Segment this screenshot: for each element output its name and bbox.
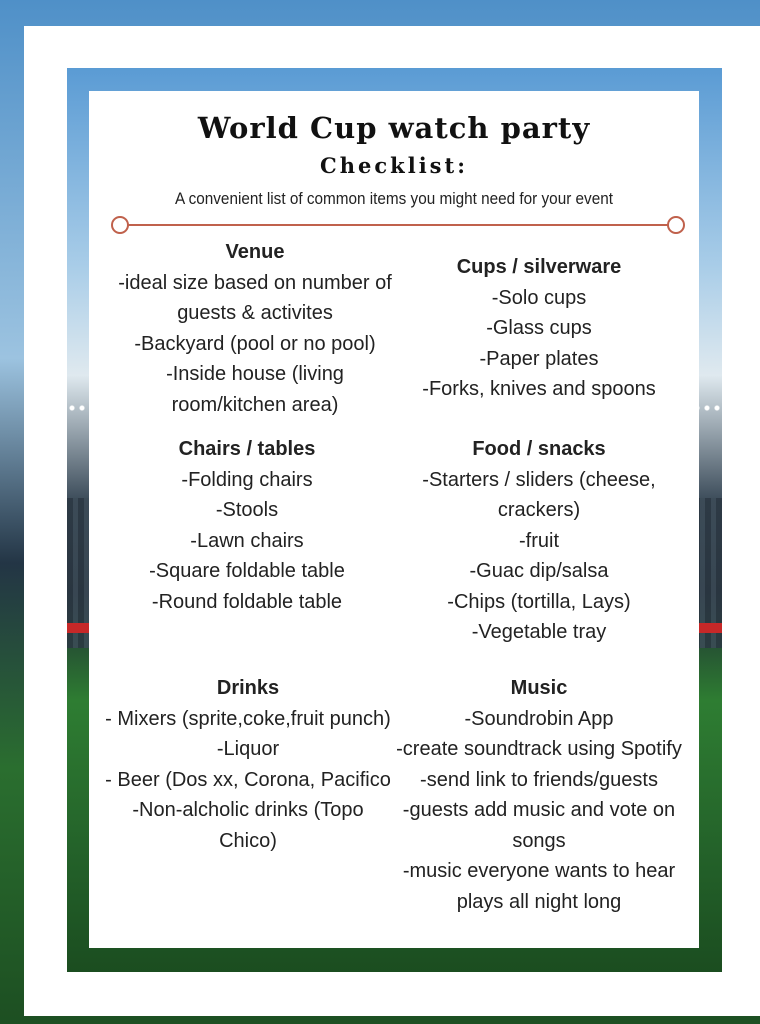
list-item: -Solo cups — [491, 286, 587, 309]
list-item: -Forks, knives and spoons — [422, 378, 656, 400]
flyer-tagline: A convenient list of common items you might need for your event — [175, 189, 613, 208]
flyer-subtitle: Checklist: — [320, 153, 468, 178]
list-item: -Chips (tortilla, Lays) — [447, 590, 631, 613]
list-item: -guests add music and vote on songs — [402, 799, 676, 852]
divider-dot-left — [111, 216, 129, 234]
section-drinks — [105, 673, 391, 856]
section-food — [401, 434, 677, 648]
list-item: -Starters / sliders (cheese, crackers) — [422, 468, 656, 521]
list-item: -Inside house (living room/kitchen area) — [166, 363, 344, 416]
section-music — [381, 673, 697, 917]
list-item: -Glass cups — [486, 317, 592, 339]
list-item: -Backyard (pool or no pool) — [134, 332, 376, 355]
section-heading: Chairs / tables — [178, 438, 316, 460]
section-venue — [97, 237, 413, 420]
list-item: -Square foldable table — [149, 560, 345, 582]
section-cups — [389, 252, 689, 405]
divider — [111, 215, 685, 235]
section-heading: Venue — [225, 241, 285, 263]
list-item: -Vegetable tray — [471, 621, 607, 643]
section-heading: Drinks — [216, 677, 280, 699]
divider-dot-right — [667, 216, 685, 234]
section-heading: Food / snacks — [472, 438, 606, 460]
list-item: -ideal size based on number of guests & activites — [118, 271, 392, 324]
list-item: - Beer (Dos xx, Corona, Pacifico — [105, 768, 391, 791]
list-item: -Paper plates — [479, 347, 599, 370]
list-item: -music everyone wants to hear plays all night long — [402, 860, 676, 913]
list-item: -Liquor — [216, 738, 280, 760]
list-item: -send link to friends/guests — [420, 768, 658, 791]
list-item: -create soundtrack using Spotify — [396, 738, 682, 760]
list-item: -Lawn chairs — [190, 529, 304, 552]
list-item: -fruit — [519, 529, 559, 552]
divider-line — [121, 224, 675, 226]
section-heading: Music — [510, 677, 568, 699]
section-chairs — [97, 434, 397, 617]
list-item: - Mixers (sprite,coke,fruit punch) — [105, 707, 391, 730]
list-item: -Guac dip/salsa — [469, 560, 609, 582]
list-item: -Round foldable table — [151, 590, 343, 613]
checklist-card — [89, 91, 699, 948]
list-item: -Non-alcholic drinks (Topo Chico) — [132, 799, 364, 852]
list-item: -Stools — [215, 499, 279, 521]
flyer-title: World Cup watch party — [197, 111, 591, 145]
list-item: -Folding chairs — [181, 468, 313, 491]
list-item: -Soundrobin App — [464, 707, 614, 730]
section-heading: Cups / silverware — [456, 256, 622, 278]
